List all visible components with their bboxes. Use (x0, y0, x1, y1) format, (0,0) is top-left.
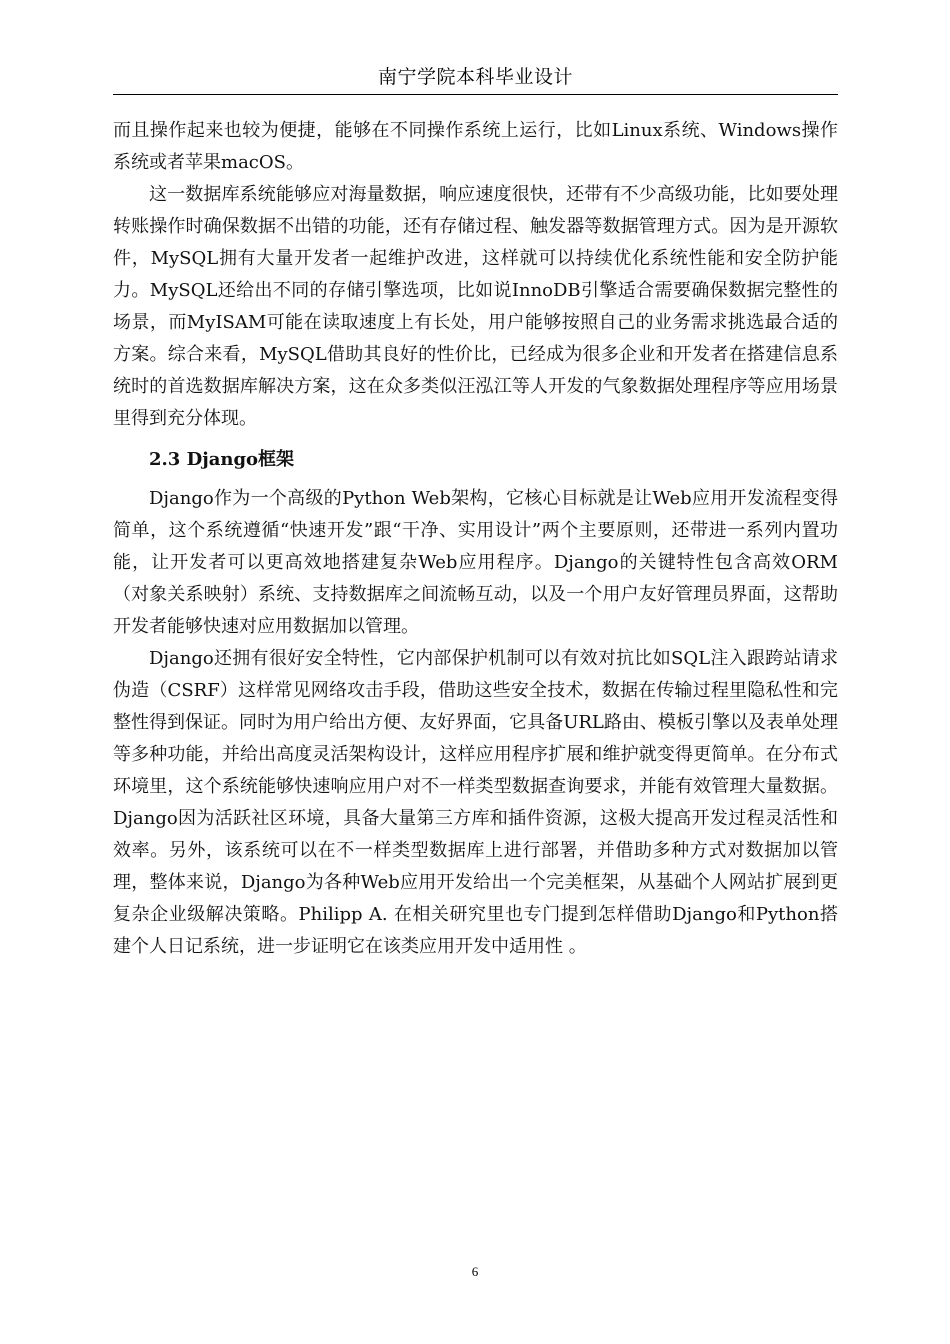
page-number: 6 (471, 1264, 479, 1279)
paragraph-django-security: Django还拥有很好安全特性，它内部保护机制可以有效对抗比如SQL注入跟跨站请求伪造（CSRF）这样常见网络攻击手段，借助这些安全技术，数据在传输过程里隐私性和完整性得到保证。同时为用户给出方便、友好界面，它具备URL路由、模板引擎以及表单处理等多种功能，并给出高度灵活架构设计，这样应用程序扩展和维护就变得更简单。在分布式环境里，这个系统能够快速响应用户对不一样类型数据查询要求，并能有效管理大量数据。Django因为活跃社区环境，具备大量第三方库和插件资源，这极大提高开发过程灵活性和效率。另外，该系统可以在不一样类型数据库上进行部署，并借助多种方式对数据加以管理，整体来说，Django为各种Web应用开发给出一个完美框架，从基础个人网站扩展到更复杂企业级解决策略。Philipp A. 在相关研究里也专门提到怎样借助Django和Python搭建个人日记系统，进一步证明它在该类应用开发中适用性 。 (113, 648, 838, 957)
page-body (113, 115, 838, 963)
section-heading-django: 2.3 Django框架 (149, 449, 295, 470)
header-title: 南宁学院本科毕业设计 (377, 66, 573, 88)
page-header (113, 62, 838, 95)
paragraph-mysql-features: 这一数据库系统能够应对海量数据，响应速度很快，还带有不少高级功能，比如要处理转账操作时确保数据不出错的功能，还有存储过程、触发器等数据管理方式。因为是开源软件，MySQL拥有大量开发者一起维护改进，这样就可以持续优化系统性能和安全防护能力。MySQL还给出不同的存储引擎选项，比如说InnoDB引擎适合需要确保数据完整性的场景，而MyISAM可能在读取速度上有长处，用户能够按照自己的业务需求挑选最合适的方案。综合来看，MySQL借助其良好的性价比，已经成为很多企业和开发者在搭建信息系统时的首选数据库解决方案，这在众多类似汪泓江等人开发的气象数据处理程序等应用场景里得到充分体现。 (113, 184, 838, 429)
paragraph-django-intro: Django作为一个高级的Python Web架构，它核心目标就是让Web应用开发流程变得简单，这个系统遵循“快速开发”跟“干净、实用设计”两个主要原则，还带进一系列内置功能，让开发者可以更高效地搭建复杂Web应用程序。Django的关键特性包含高效ORM（对象关系映射）系统、支持数据库之间流畅互动，以及一个用户友好管理员界面，这帮助开发者能够快速对应用数据加以管理。 (113, 488, 838, 637)
paragraph-continuation: 而且操作起来也较为便捷，能够在不同操作系统上运行，比如Linux系统、Windows操作系统或者苹果macOS。 (113, 120, 838, 173)
